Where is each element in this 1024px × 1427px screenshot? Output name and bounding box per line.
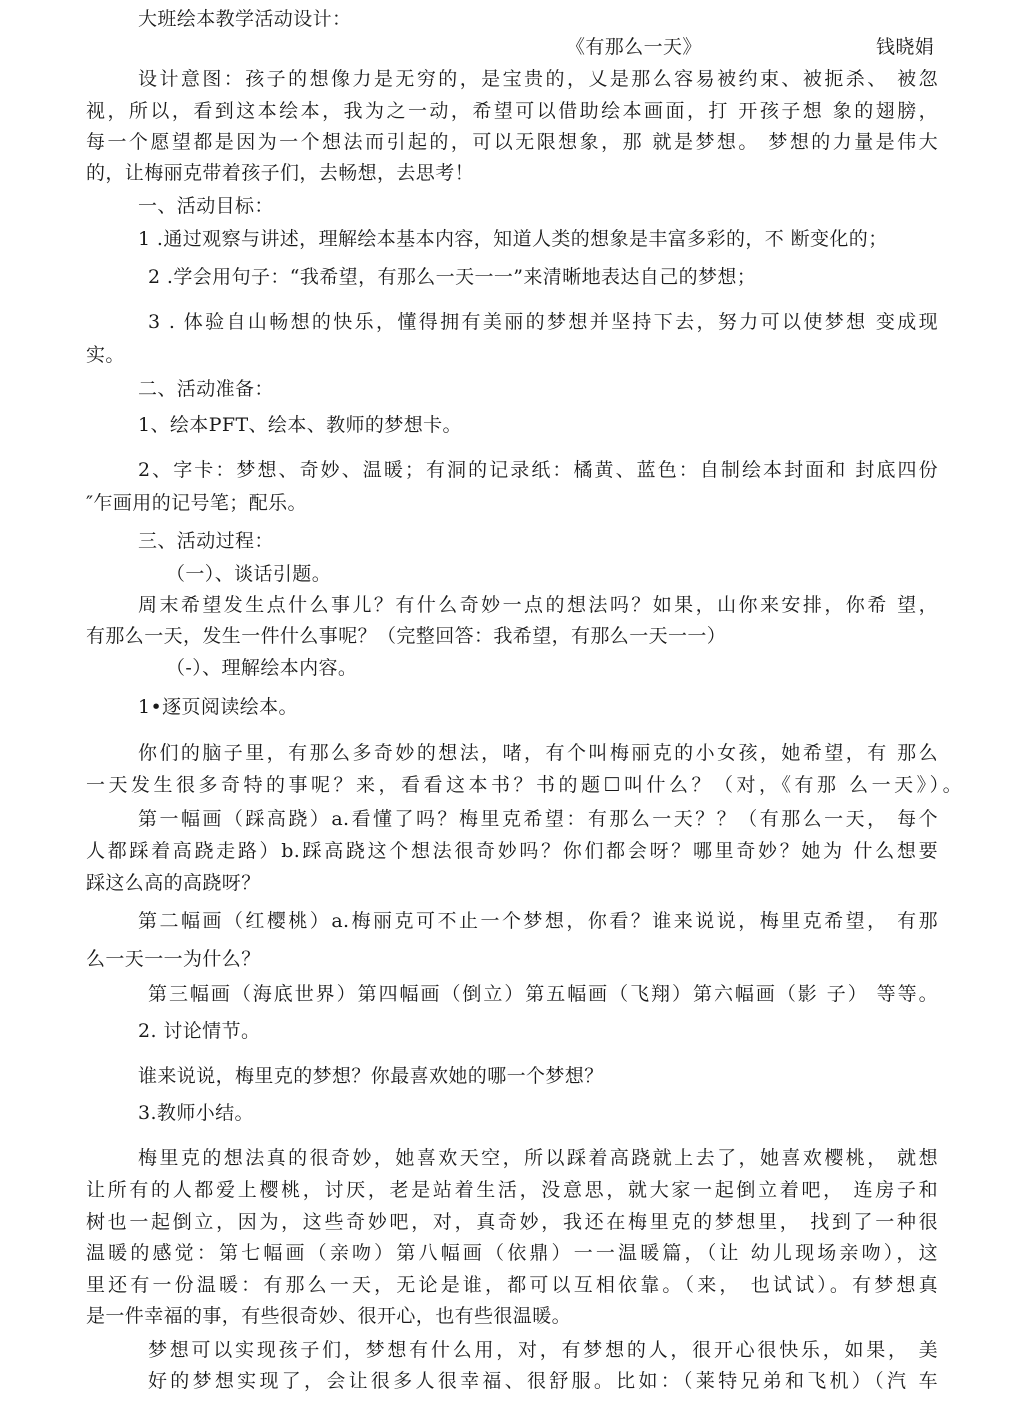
author-name: 钱晓娟: [876, 36, 935, 58]
text-line: 设计意图：孩子的想像力是无穷的，是宝贵的，乂是那么容易被约束、被扼杀、 被忽: [138, 68, 938, 90]
text-line: 踩这么高的高跷呀？: [86, 872, 261, 894]
text-line: 的，让梅丽克带着孩子们，去畅想，去思考！: [86, 162, 475, 184]
section-heading: 三、活动过程：: [138, 530, 274, 552]
subsection-heading: （一）、谈话引题。: [166, 563, 332, 585]
list-item: 3.教师小结。: [138, 1102, 254, 1124]
list-item: 2、字卡：梦想、奇妙、温暖；有洞的记录纸：橘黄、蓝色：自制绘本封面和 封底四份: [138, 459, 938, 481]
doc-heading: 大班绘本教学活动设计：: [138, 8, 352, 30]
section-heading: 一、活动目标：: [138, 195, 274, 217]
text-line: 你们的脑子里，有那么多奇妙的想法，啫，有个叫梅丽克的小女孩，她希望，有 那么: [138, 742, 938, 764]
list-item: 2. 讨论情节。: [138, 1020, 261, 1042]
text-line: 里还有一份温暖：有那么一天，无论是谁，都可以互相依靠。（来， 也试试）。有梦想真: [86, 1274, 938, 1296]
section-heading: 二、活动准备：: [138, 378, 274, 400]
text-line: 梅里克的想法真的很奇妙，她喜欢天空，所以踩着高跷就上去了，她喜欢樱桃， 就想: [138, 1147, 938, 1169]
list-item: 1、绘本PFT、绘本、教师的梦想卡。: [138, 414, 462, 436]
text-line: ″乍画用的记号笔；配乐。: [86, 492, 307, 514]
text-line: 第二幅画（红樱桃）a.梅丽克可不止一个梦想，你看？谁来说说，梅里克希望， 有那: [138, 910, 938, 932]
text-line: 第一幅画（踩高跷）a.看懂了吗？梅里克希望：有那么一天？？（有那么一天， 每个: [138, 808, 938, 830]
list-item: 1•逐页阅读绘本。: [138, 696, 298, 718]
list-item: 3 . 体验自山畅想的快乐，懂得拥有美丽的梦想并坚持下去，努力可以使梦想 变成现: [148, 311, 938, 333]
text-line: 周末希望发生点什么事儿？有什么奇妙一点的想法吗？如果，山你来安排，你希 望，: [138, 594, 938, 616]
text-line: 人都踩着高跷走路）b.踩高跷这个想法很奇妙吗？你们都会呀？哪里奇妙？她为 什么想要: [86, 840, 938, 862]
text-line: 是一件幸福的事，有些很奇妙、很开心，也有些很温暖。: [86, 1305, 572, 1327]
text-line: 温暖的感觉：第七幅画（亲吻）第八幅画（依鼎）一一温暖篇，（让 幼儿现场亲吻），这: [86, 1242, 938, 1264]
text-line: 每一个愿望都是因为一个想法而引起的，可以无限想象，那 就是梦想。 梦想的力量是伟大: [86, 131, 938, 153]
text-line: 谁来说说，梅里克的梦想？你最喜欢她的哪一个梦想？: [138, 1065, 604, 1087]
subsection-heading: （-）、理解绘本内容。: [166, 657, 358, 679]
text-line: 有那么一天，发生一件什么事呢？（完整回答：我希望，有那么一天一一）: [86, 625, 727, 647]
text-line: 视，所以，看到这本绘本，我为之一动，希望可以借助绘本画面，打 开孩子想 象的翅膀，: [86, 100, 938, 122]
text-line: 梦想可以实现孩子们，梦想有什么用，对，有梦想的人，很开心很快乐，如果， 美: [148, 1339, 938, 1361]
text-line: 树也一起倒立，因为，这些奇妙吧，对，真奇妙，我还在梅里克的梦想里， 找到了一种很: [86, 1211, 938, 1233]
list-item: 2 .学会用句子：“我希望，有那么一天一一”来清晰地表达自己的梦想；: [148, 266, 757, 288]
text-line: 第三幅画（海底世界）第四幅画（倒立）第五幅画（飞翔）第六幅画（影 子） 等等。: [148, 983, 938, 1005]
text-line: 么一天一一为什么？: [86, 948, 261, 970]
text-line: 好的梦想实现了，会让很多人很幸福、很舒服。比如：（莱特兄弟和飞机）（汽 车: [148, 1370, 938, 1392]
book-title: 《有那么一天》: [566, 36, 702, 58]
list-item: 1 .通过观察与讲述，理解绘本基本内容，知道人类的想象是丰富多彩的，不 断变化的；: [138, 228, 888, 250]
text-line: 实。: [86, 344, 125, 366]
text-line: 让所有的人都爱上樱桃，讨厌，老是站着生活，没意思，就大家一起倒立着吧， 连房子和: [86, 1179, 938, 1201]
text-line: 一天发生很多奇特的事呢？来，看看这本书？书的题☐叫什么？（对，《有那 么一天》）。: [86, 774, 962, 796]
